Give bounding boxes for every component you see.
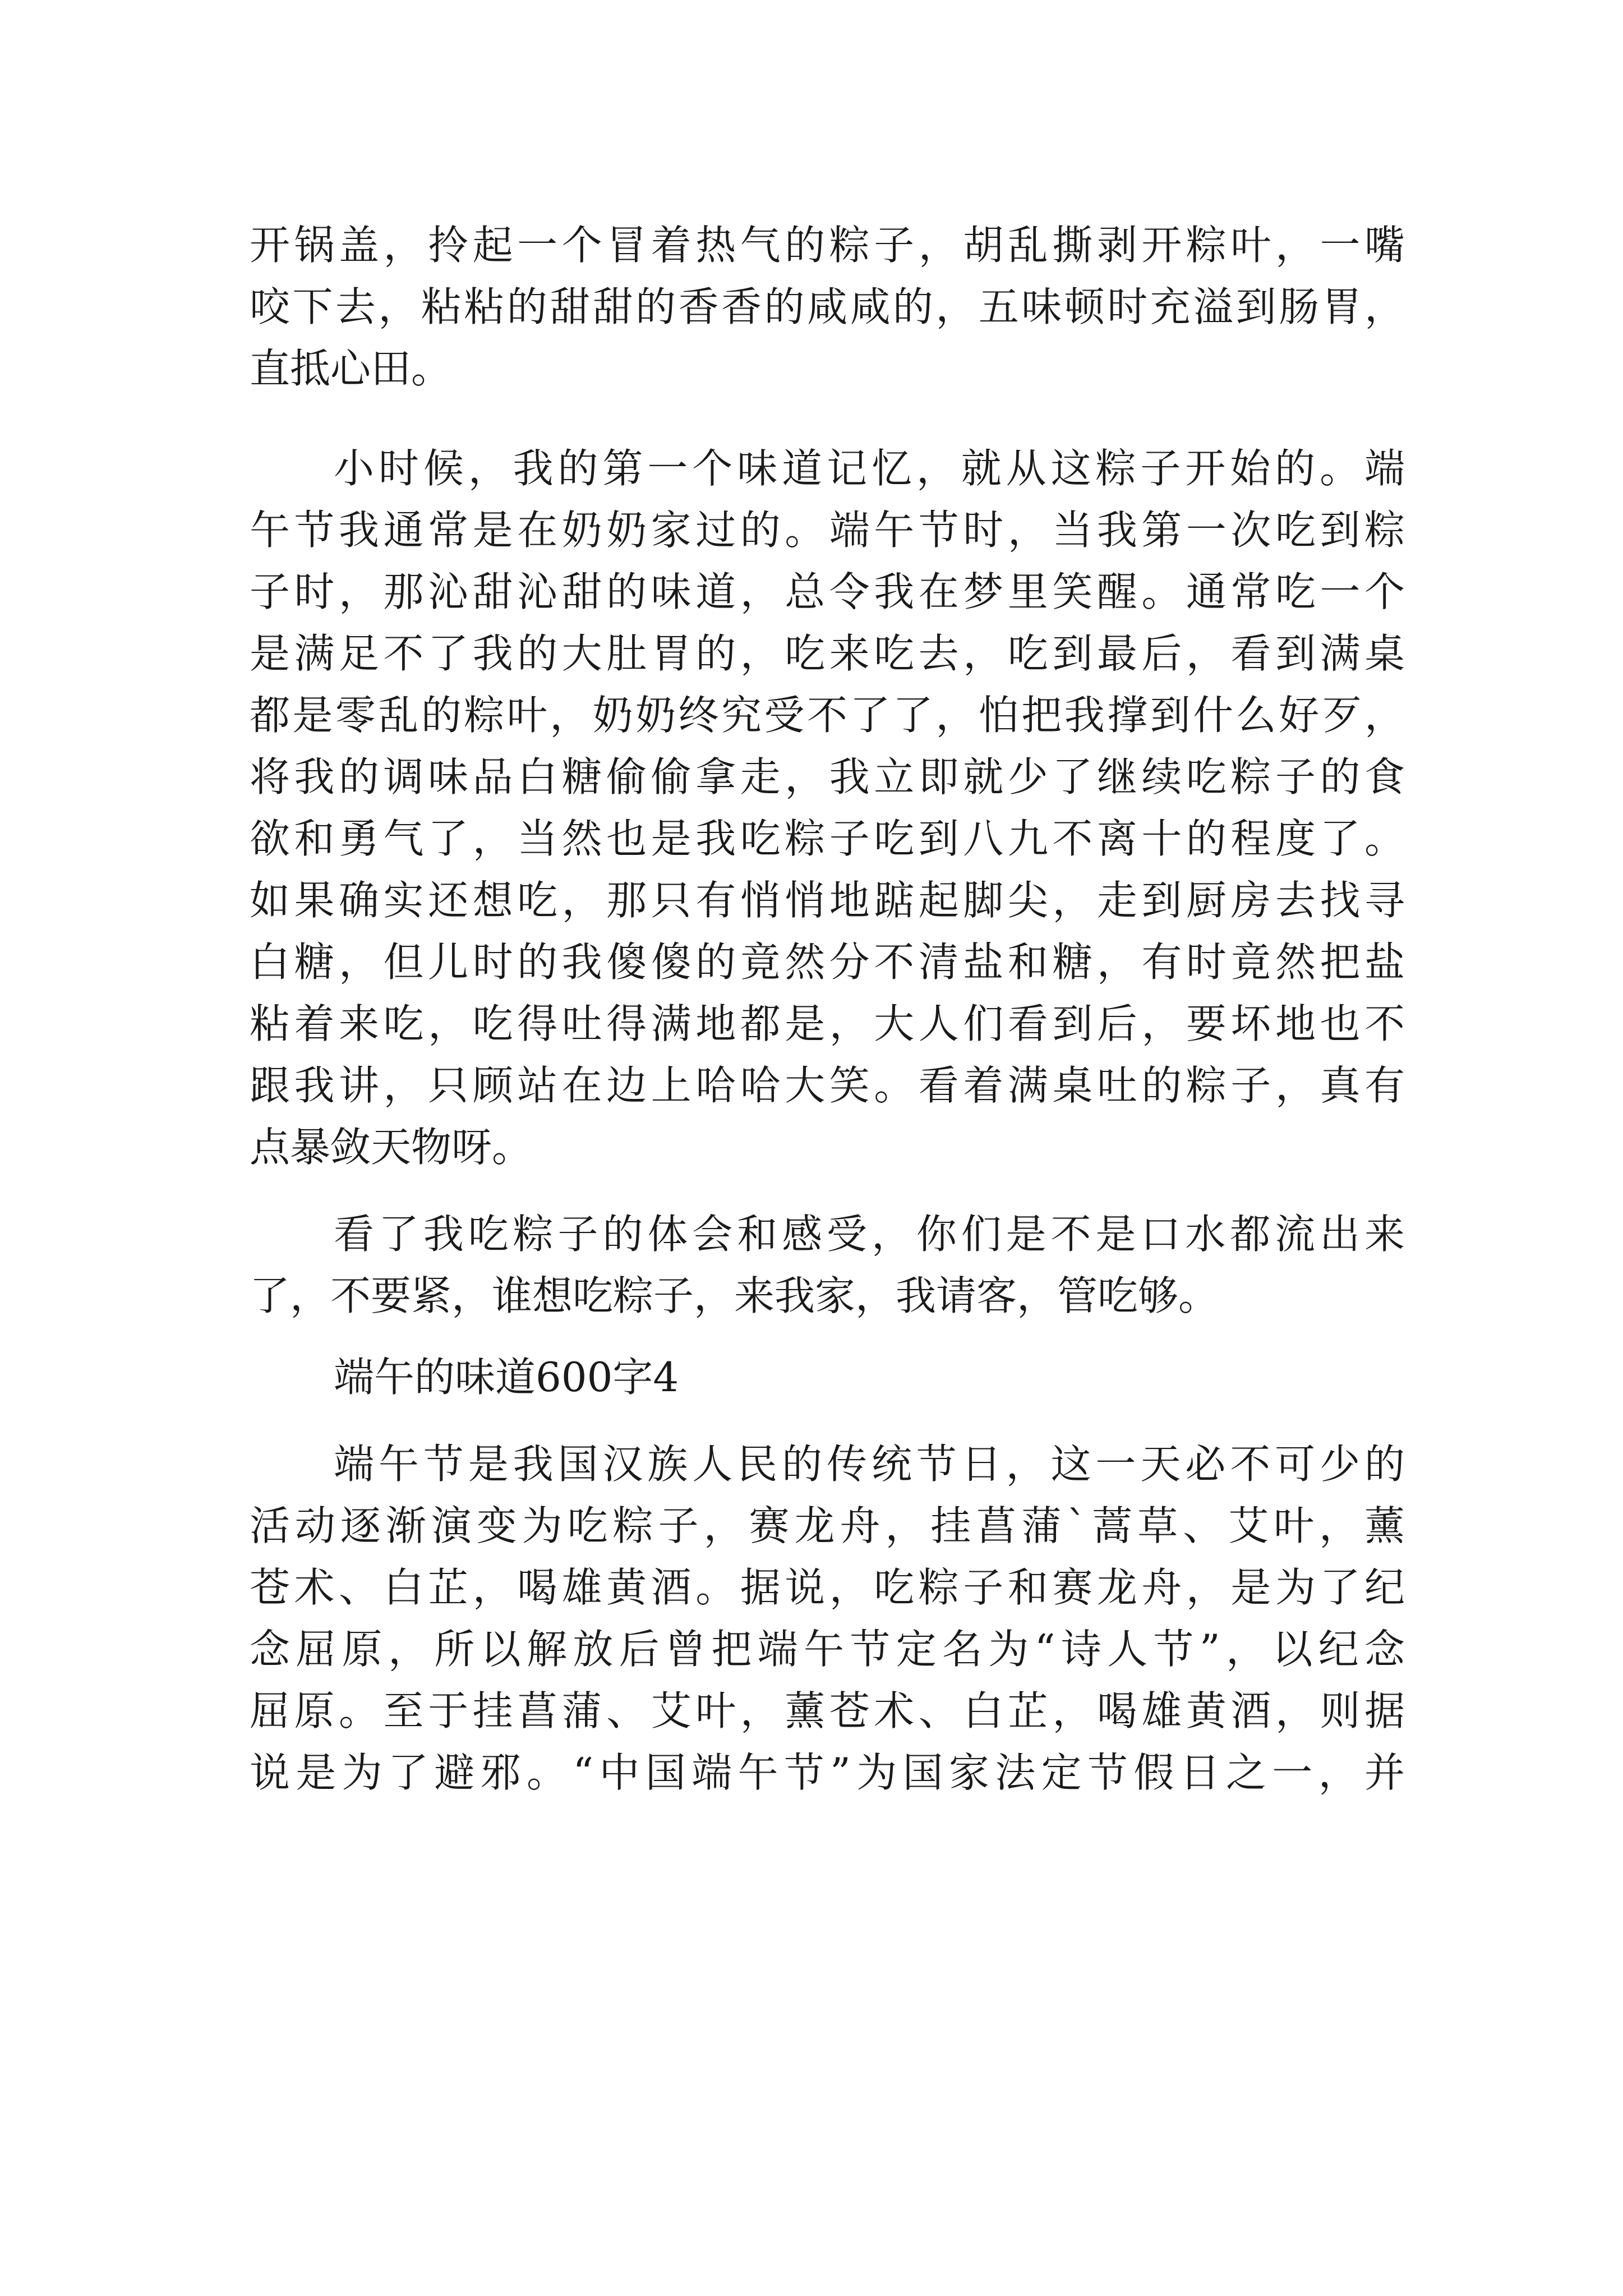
paragraph-first-line: 端午节是我国汉族人民的传统节日，这一天必不可少的 xyxy=(334,1441,1405,1488)
text-line: 说是为了避邪。“中国端午节”为国家法定节假日之一，并 xyxy=(250,1749,1405,1796)
section-heading: 端午的味道600字4 xyxy=(334,1354,679,1401)
text-line: 欲和勇气了，当然也是我吃粽子吃到八九不离十的程度了。 xyxy=(250,815,1405,862)
text-line: 都是零乱的粽叶，奶奶终究受不了了，怕把我撑到什么好歹， xyxy=(250,692,1405,739)
text-line: 屈原。至于挂菖蒲、艾叶，薰苍术、白芷，喝雄黄酒，则据 xyxy=(250,1687,1405,1734)
paragraph-first-line: 小时候，我的第一个味道记忆，就从这粽子开始的。端 xyxy=(334,445,1405,492)
text-line: 粘着来吃，吃得吐得满地都是，大人们看到后，要坏地也不 xyxy=(250,1000,1405,1047)
text-line: 是满足不了我的大肚胃的，吃来吃去，吃到最后，看到满桌 xyxy=(250,630,1405,677)
text-line: 苍术、白芷，喝雄黄酒。据说，吃粽子和赛龙舟，是为了纪 xyxy=(250,1564,1405,1611)
text-line: 白糖，但儿时的我傻傻的竟然分不清盐和糖，有时竟然把盐 xyxy=(250,938,1405,986)
text-line: 咬下去，粘粘的甜甜的香香的咸咸的，五味顿时充溢到肠胃， xyxy=(250,283,1405,330)
text-line: 活动逐渐演变为吃粽子，赛龙舟，挂菖蒲`蒿草、艾叶，薰 xyxy=(250,1502,1405,1549)
text-line: 念屈原，所以解放后曾把端午节定名为“诗人节”，以纪念 xyxy=(250,1626,1405,1673)
text-line: 开锅盖，拎起一个冒着热气的粽子，胡乱撕剥开粽叶，一嘴 xyxy=(250,222,1405,269)
text-line: 了，不要紧，谁想吃粽子，来我家，我请客，管吃够。 xyxy=(250,1272,1219,1319)
paragraph-first-line: 看了我吃粽子的体会和感受，你们是不是口水都流出来 xyxy=(334,1211,1405,1258)
text-line: 将我的调味品白糖偷偷拿走，我立即就少了继续吃粽子的食 xyxy=(250,753,1405,800)
text-line: 子时，那沁甜沁甜的味道，总令我在梦里笑醒。通常吃一个 xyxy=(250,568,1405,615)
text-line: 如果确实还想吃，那只有悄悄地踮起脚尖，走到厨房去找寻 xyxy=(250,877,1405,924)
text-line: 点暴敛天物呀。 xyxy=(250,1124,533,1171)
text-line: 午节我通常是在奶奶家过的。端午节时，当我第一次吃到粽 xyxy=(250,507,1405,554)
text-line: 直抵心田。 xyxy=(250,345,452,392)
text-line: 跟我讲，只顾站在边上哈哈大笑。看着满桌吐的粽子，真有 xyxy=(250,1062,1405,1109)
